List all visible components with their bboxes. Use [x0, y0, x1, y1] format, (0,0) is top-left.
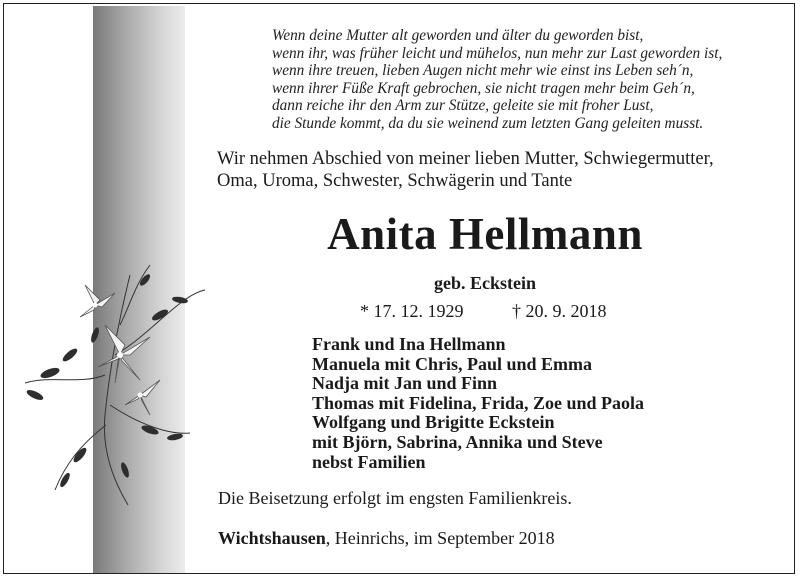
poem-line: dann reiche ihr den Arm zur Stütze, geleite sie mit froher Lust, [272, 97, 654, 114]
poem-line: die Stunde kommt, da du sie weinend zum letzten Gang geleiten musst. [272, 114, 704, 132]
mourner-line: nebst Familien [312, 451, 426, 472]
lily-bouquet-icon [10, 255, 220, 515]
mourner-line: Manuela mit Chris, Paul und Emma [312, 353, 593, 374]
mourner-line: Frank und Ina Hellmann [312, 334, 506, 354]
burial-note: Die Beisetzung erfolgt im engsten Familienkreis. [218, 488, 572, 508]
place-and-date [218, 528, 555, 549]
mourners-list [312, 335, 782, 472]
place-town: Wichtshausen [218, 528, 326, 548]
mourner-line: Nadja mit Jan und Finn [312, 373, 498, 394]
poem-line: wenn ihre treuen, lieben Augen nicht mehr wie einst ins Leben seh´n, [272, 62, 694, 79]
mourner-line: Thomas mit Fidelina, Frida, Zoe und Paola [312, 392, 645, 413]
poem-verse [272, 27, 772, 132]
birth-date: * 17. 12. 1929 [360, 301, 464, 321]
intro-line: Wir nehmen Abschied von meiner lieben Mutter, Schwiegermutter, [217, 149, 714, 169]
death-date: † 20. 9. 2018 [512, 301, 607, 321]
poem-line: Wenn deine Mutter alt geworden und älter du geworden bist, [272, 27, 644, 44]
poem-line: wenn ihrer Füße Kraft gebrochen, sie nicht tragen mehr beim Geh´n, [272, 79, 695, 97]
maiden-name: geb. Eckstein [433, 273, 536, 293]
deceased-name: Anita Hellmann [327, 209, 643, 259]
farewell-intro [217, 148, 787, 192]
mourner-line: mit Björn, Sabrina, Annika und Steve [312, 431, 603, 452]
poem-line: wenn ihr, was früher leicht und mühelos, nun mehr zur Last geworden ist, [272, 44, 723, 62]
mourner-line: Wolfgang und Brigitte Eckstein [312, 412, 555, 433]
intro-line: Oma, Uroma, Schwester, Schwägerin und Tante [217, 171, 573, 191]
place-rest: , Heinrichs, im September 2018 [325, 528, 555, 548]
